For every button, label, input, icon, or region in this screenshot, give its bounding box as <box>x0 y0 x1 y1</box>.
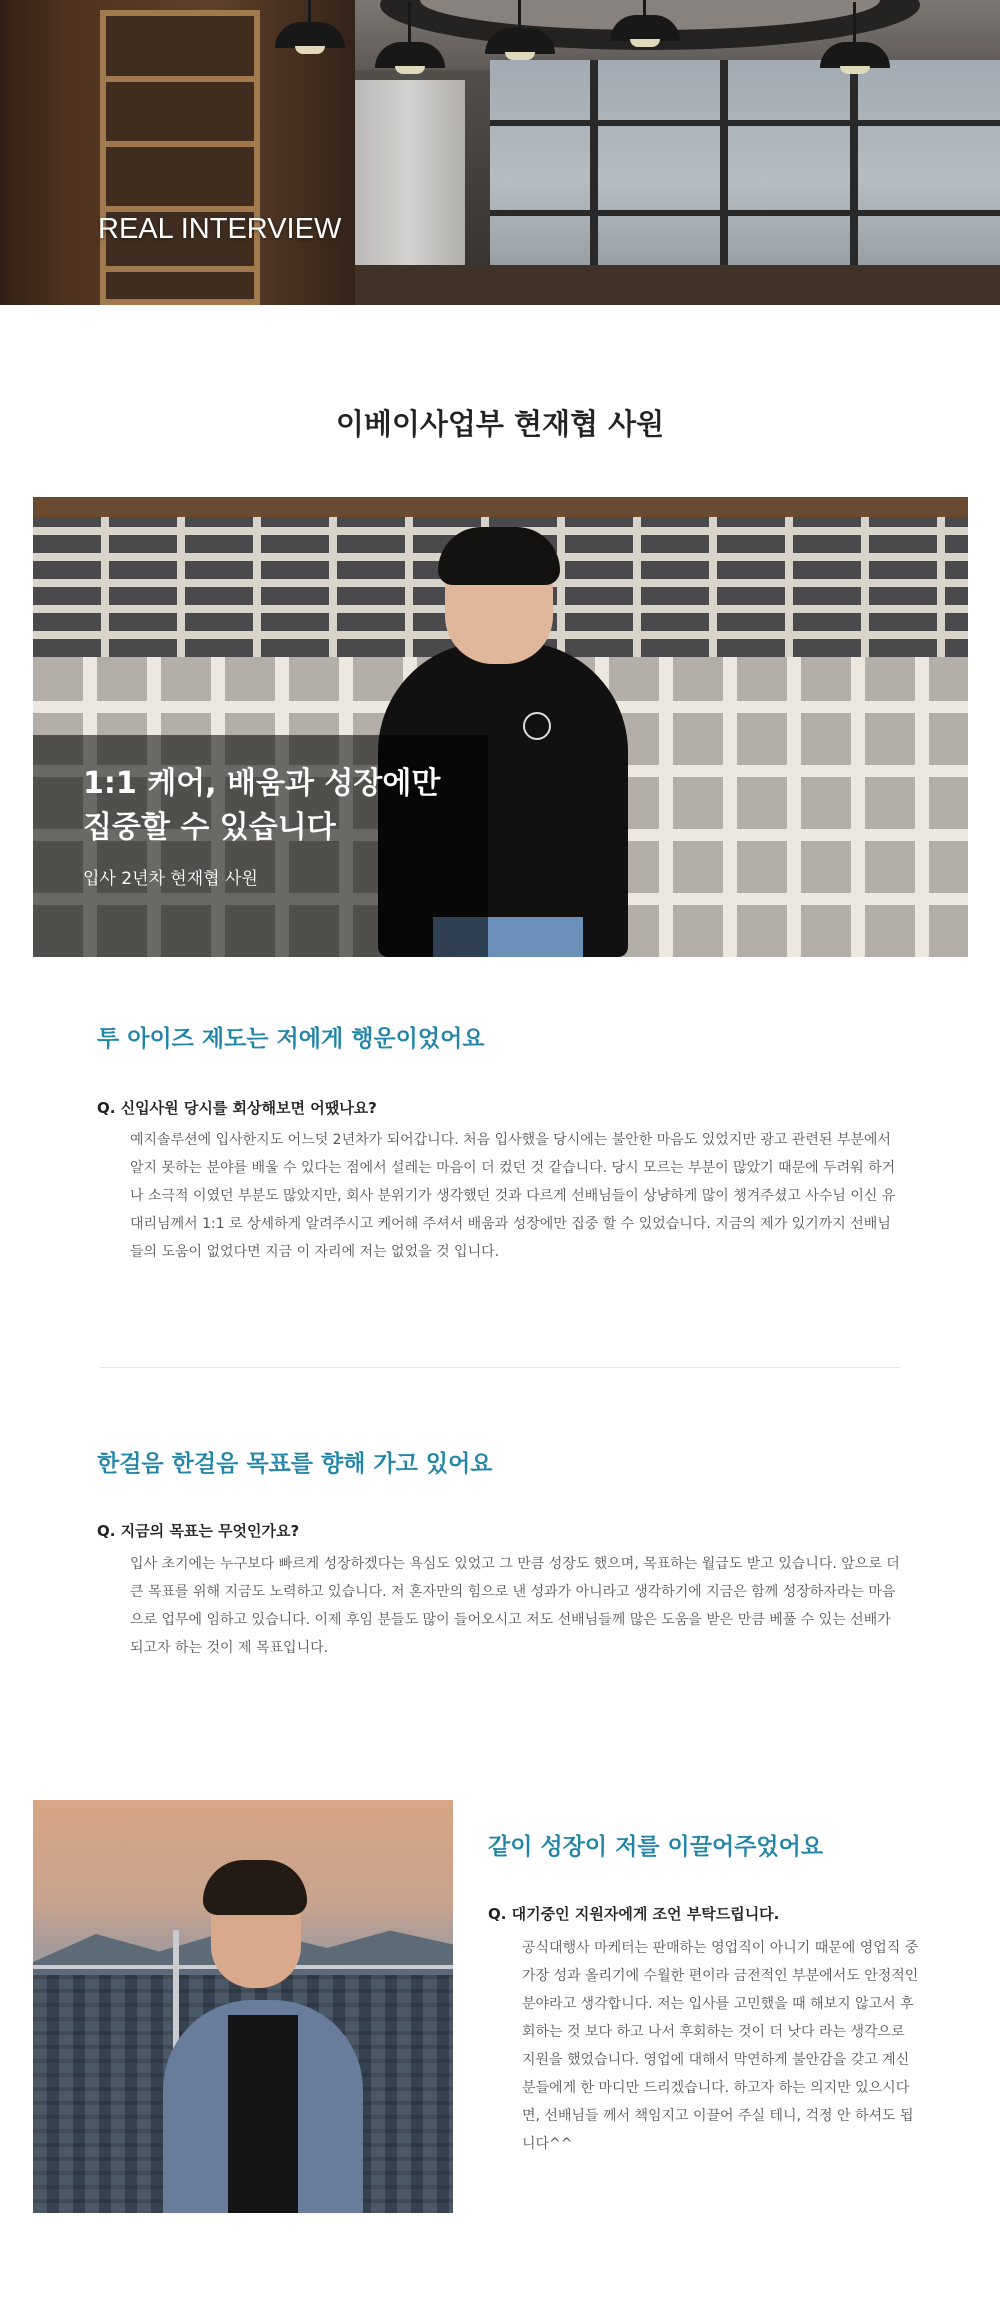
photo-person-hair <box>203 1860 307 1915</box>
section-3-title: 같이 성장이 저를 이끌어주었어요 <box>488 1834 824 1860</box>
banner-title: REAL INTERVIEW <box>98 213 342 245</box>
hero-subtitle: 입사 2년차 현재협 사원 <box>83 869 258 889</box>
hero-photo <box>33 497 968 957</box>
section-3-answer: 공식대행사 마케터는 판매하는 영업직이 아니기 때문에 영업직 중 가장 성과 올리기에 수월한 편이라 금전적인 부분에서도 안정적인 분야라고 생각합니다. 저는 입사를 고민했을 때 해보지 않고서 후회하는 것 보다 하고 나서 후회하는 것이 더 낫다 라는 생각으로 지원을 했었습니다. 영업에 대해서 막연하게 불안감을 갖고 계신 분들에게 한 마디만 드리겠습니다. 하고자 하는 의지만 있으시다면, 선배님들 께서 책임지고 이끌어 주실 테니, 걱정 안 하셔도 됩니다^^ <box>522 1940 919 2152</box>
photo-person-tee <box>228 2015 298 2213</box>
banner-overlay <box>0 0 1000 305</box>
section-1-answer: 예지솔루션에 입사한지도 어느덧 2년차가 되어갑니다. 처음 입사했을 당시에는 불안한 마음도 있었지만 광고 관련된 부분에서 알지 못하는 분야를 배울 수 있다는 점에서 설레는 마음이 더 컸던 것 같습니다. 당시 모르는 부분이 많았기 때문에 두려워 하거나 소극적 이였던 부분도 많았지만, 회사 분위기가 생각했던 것과 다르게 선배님들이 상냥하게 많이 챙겨주셨고 사수님 이신 유대리님께서 1:1 로 상세하게 알려주시고 케어해 주셔서 배움과 성장에만 집중 할 수 있었습니다. 지금의 제가 있기까지 선배님들의 도움이 없었다면 지금 이 자리에 저는 없었을 것 입니다. <box>130 1132 896 1260</box>
section-2-question: Q. 지금의 목표는 무엇인가요? <box>97 1522 300 1540</box>
hero-headline: 1:1 케어, 배움과 성장에만 집중할 수 있습니다 <box>83 766 441 845</box>
section-2-title: 한걸음 한걸음 목표를 향해 가고 있어요 <box>97 1451 493 1477</box>
section-divider <box>100 1367 900 1368</box>
sweatshirt-logo-icon <box>523 712 551 740</box>
rooftop-photo <box>33 1800 453 2213</box>
hero-person-hair <box>438 527 560 585</box>
banner-image <box>0 0 1000 305</box>
section-2-answer: 입사 초기에는 누구보다 빠르게 성장하겠다는 욕심도 있었고 그 만큼 성장도 했으며, 목표하는 월급도 받고 있습니다. 앞으로 더 큰 목표를 위해 지금도 노력하고 있습니다. 저 혼자만의 힘으로 낸 성과가 아니라고 생각하기에 지금은 함께 성장하자라는 마음으로 업무에 임하고 있습니다. 이제 후임 분들도 많이 들어오시고 저도 선배님들께 많은 도움을 받은 만큼 베풀 수 있는 선배가 되고자 하는 것이 제 목표입니다. <box>130 1556 900 1656</box>
section-3-question: Q. 대기중인 지원자에게 조언 부탁드립니다. <box>488 1905 780 1923</box>
page-title: 이베이사업부 현재협 사원 <box>335 407 665 441</box>
section-1-question: Q. 신입사원 당시를 회상해보면 어땠나요? <box>97 1099 377 1117</box>
section-1-title: 투 아이즈 제도는 저에게 행운이었어요 <box>97 1026 485 1052</box>
hero-wood-beam <box>33 497 968 517</box>
